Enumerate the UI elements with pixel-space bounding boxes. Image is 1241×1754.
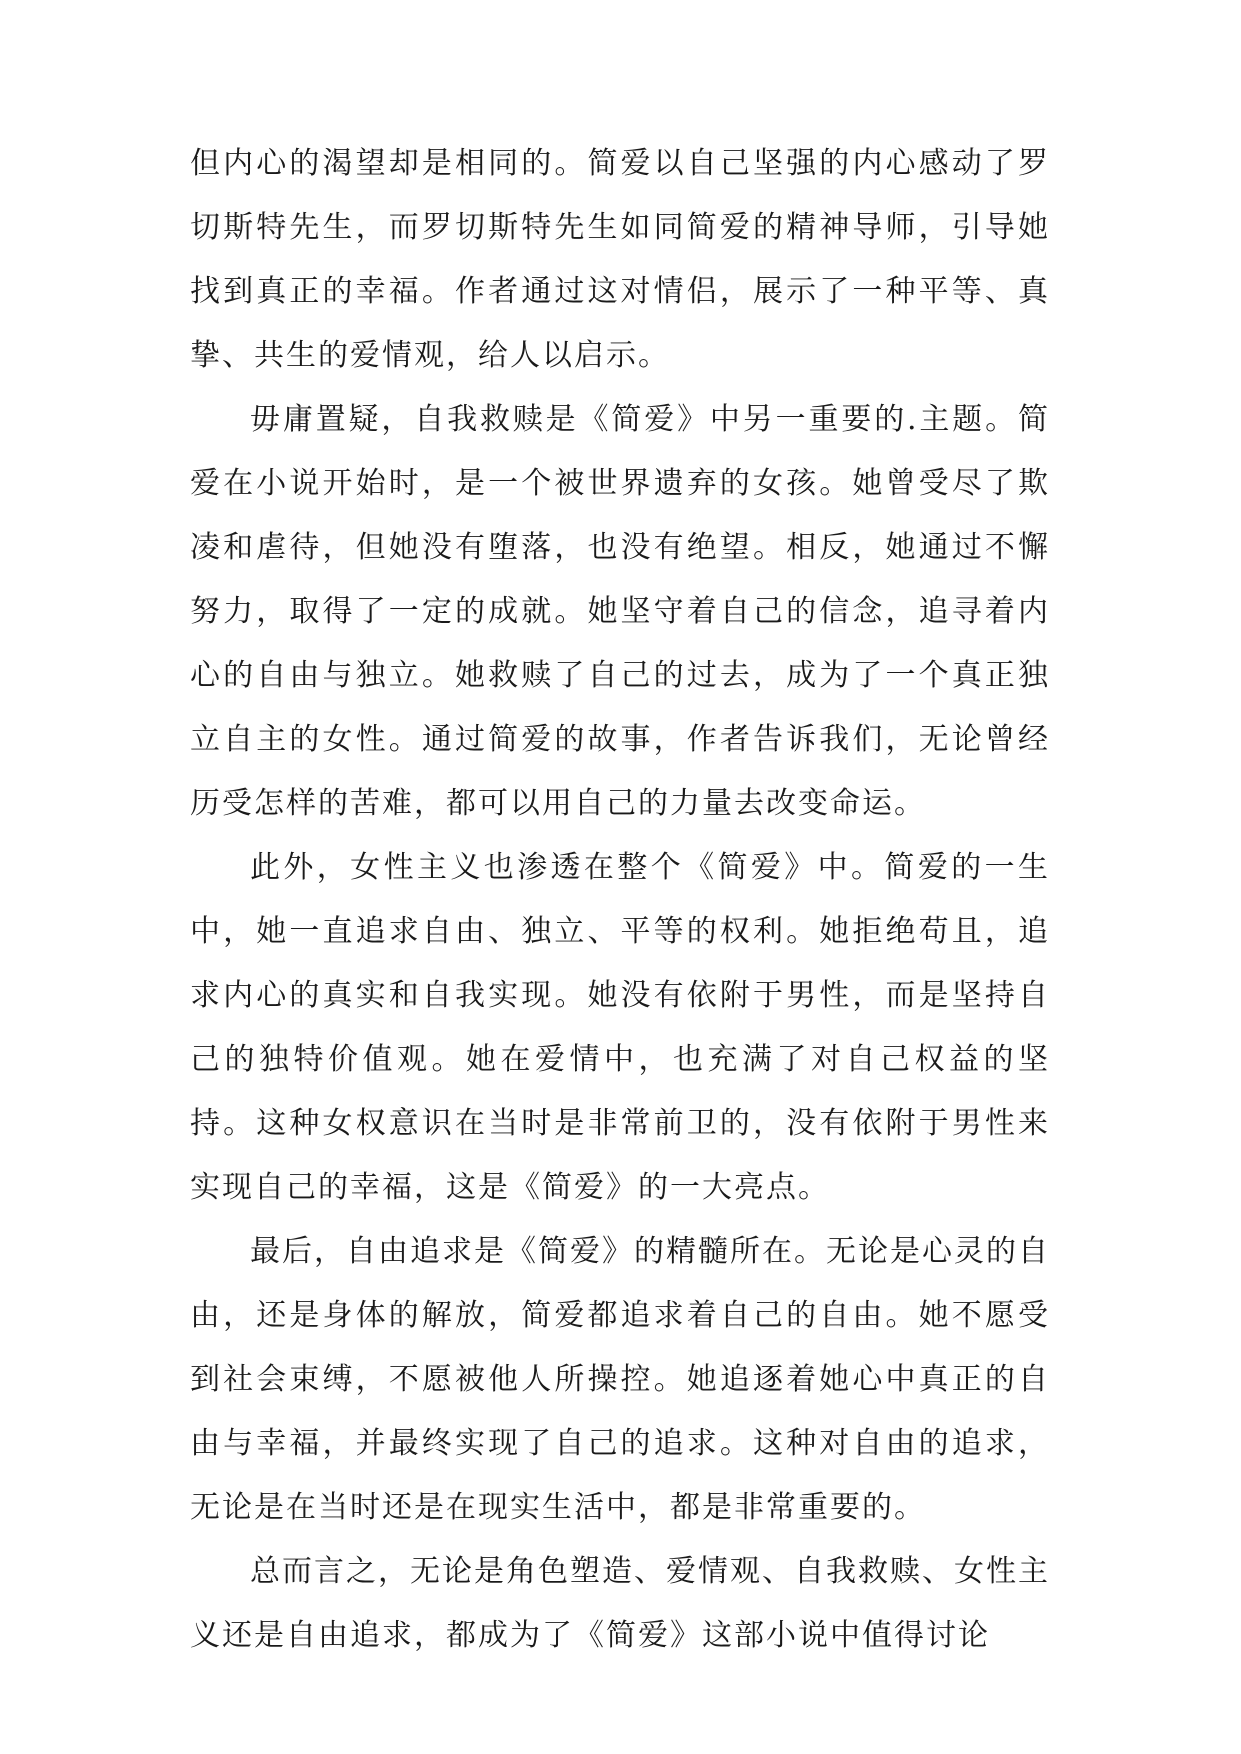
paragraph-3: 此外，女性主义也渗透在整个《简爱》中。简爱的一生中，她一直追求自由、独立、平等的权利。她拒绝苟且，追求内心的真实和自我实现。她没有依附于男性，而是坚持自己的独特价值观。她在爱情中，也充满了对自己权益的坚持。这种女权意识在当时是非常前卫的，没有依附于男性来实现自己的幸福，这是《简爱》的一大亮点。 bbox=[190, 850, 1050, 1205]
document-body bbox=[190, 132, 1050, 1668]
paragraph-1: 但内心的渴望却是相同的。简爱以自己坚强的内心感动了罗切斯特先生，而罗切斯特先生如同简爱的精神导师，引导她找到真正的幸福。作者通过这对情侣，展示了一种平等、真挚、共生的爱情观，给人以启示。 bbox=[190, 146, 1050, 373]
paragraph-2: 毋庸置疑，自我救赎是《简爱》中另一重要的.主题。简爱在小说开始时，是一个被世界遗弃的女孩。她曾受尽了欺凌和虐待，但她没有堕落，也没有绝望。相反，她通过不懈努力，取得了一定的成就。她坚守着自己的信念，追寻着内心的自由与独立。她救赎了自己的过去，成为了一个真正独立自主的女性。通过简爱的故事，作者告诉我们，无论曾经历受怎样的苦难，都可以用自己的力量去改变命运。 bbox=[190, 402, 1050, 821]
paragraph-4: 最后，自由追求是《简爱》的精髓所在。无论是心灵的自由，还是身体的解放，简爱都追求着自己的自由。她不愿受到社会束缚，不愿被他人所操控。她追逐着她心中真正的自由与幸福，并最终实现了自己的追求。这种对自由的追求，无论是在当时还是在现实生活中，都是非常重要的。 bbox=[190, 1234, 1050, 1525]
paragraph-5: 总而言之，无论是角色塑造、爱情观、自我救赎、女性主义还是自由追求，都成为了《简爱》这部小说中值得讨论 bbox=[190, 1554, 1050, 1653]
